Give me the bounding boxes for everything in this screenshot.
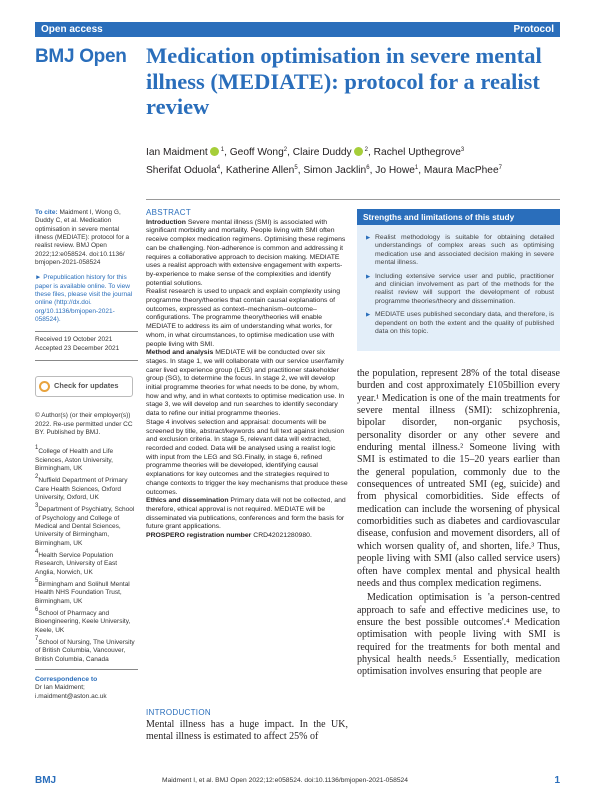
affiliation-item [35,444,138,473]
cite-block [35,209,138,267]
author-name[interactable]: Geoff Wong [229,147,284,158]
sidebar-divider [35,331,138,332]
introduction-section [146,708,348,743]
affiliation-number: 7 [35,636,39,643]
body-paragraph: the population, represent 28% of the total disease burden and cost approximately £105billion every year.¹ Medication is one of the main treatments for severe mental illness (SMI): schizophrenia, bipolar disorder, non-organic psychosis, personality disorder or any other severe and enduring mental illness.² Someone living with SMI is estimated to die 15–20 years earlier than the general population, commonly due to the consequences of untreated SMI (eg, suicide) and from physical comorbidities. Side effects of medication can include the worsening of physical comorbidities such as diabetes and cardiovascular disease, confusion and movement disorders, all of which worsen quality of, and shorten, life.³ Thus, people living with SMI (also called service users) often have complex mental and physical health needs and thus complex medication regimens. [357,368,560,589]
abstract-prospero-text: CRD42021280980. [251,532,312,540]
correspondence-email[interactable]: i.maidment@aston.ac.uk [35,692,107,700]
affiliation-marker: 1 [414,164,419,171]
strengths-list [357,225,560,336]
orcid-icon[interactable] [354,147,363,156]
affiliation-item [35,635,138,664]
author-line-1: Ian Maidment $^1$, Geoff Wong$^2$, Claire Duddy $^2$, Rachel Upthegrove$^3$ [146,147,465,158]
refresh-icon [39,381,50,392]
affiliation-marker: 5 [294,164,298,171]
abstract-prospero [146,532,348,541]
orcid-icon[interactable] [210,147,219,156]
abstract [146,209,348,541]
affiliation-number: 6 [35,607,39,614]
affiliation-item [35,606,138,635]
author-name[interactable]: Katherine Allen [225,164,295,176]
affiliation-text: Birmingham and Solihull Mental Health NHS Foundation Trust, Birmingham, UK [35,581,130,605]
abstract-methods-text: MEDIATE will be conducted over six stages. In stage 1, we will collaborate with our service user/family carer lived experience group (LEG) and practitioner stakeholder group (SG), to determine the focus. In stage 2, we will develop initial programme theories for what needs to be done, by whom, how and why, and in what contexts to optimise medication use. In stage 3, we will develop and run searches to identify secondary data to refine our initial programme theories. [146,349,345,418]
affiliation-number: 1 [35,445,39,452]
affiliation-text: Nuffield Department of Primary Care Health Sciences, Oxford University, Oxford, UK [35,477,128,501]
affiliation-text: School of Pharmacy and Bioengineering, Keele University, Keele, UK [35,610,131,634]
abstract-ethics [146,497,348,532]
open-access-label: Open access [41,24,103,35]
journal-logo: BMJ Open [35,46,127,67]
article-title: Medication optimisation in severe mental illness (MEDIATE): protocol for a realist review [146,43,542,119]
author-name[interactable]: Claire Duddy [292,147,352,158]
author-name[interactable]: Ian Maidment [146,147,208,158]
affiliation-text: College of Health and Life Sciences, Aston University, Birmingham, UK [35,448,114,472]
affiliation-marker: 2 [364,147,368,153]
affiliation-marker: 2 [283,147,288,153]
page-number: 1 [554,775,560,786]
author-name[interactable]: Jo Howe [375,164,415,176]
copyright-note: © Author(s) (or their employer(s)) 2022. Re-use permitted under CC BY. Published by BMJ. [35,412,133,436]
abstract-introduction [146,219,348,289]
affiliation-marker: 4 [216,164,221,171]
abstract-intro-text: Severe mental illness (SMI) is associated with significant morbidity and mortality. People living with SMI often receive complex medication regimens. Optimising these regimens can be challenging. Non-adherence is common and addressing it requires a collaborative approach to decision making. MEDIATE uses a realist approach with extensive engagement with experts-by-experience to make sense of the complexities and identify potential solutions. [146,218,346,287]
abstract-heading: ABSTRACT [146,208,192,217]
list-item: ▶ Including extensive service user and public, practitioner and clinician involvement as part of the methods for the realist review will support the development of robust programme theories/theory and dissemination. [366,273,554,307]
page-footer [35,775,560,794]
check-for-updates-label: Check for updates [54,381,119,391]
author-name[interactable]: Maura MacPhee [423,164,499,176]
sidebar-divider [35,360,138,361]
author-line-2: Sherifat Oduola$^4$, Katherine Allen$^5$, Simon Jacklin$^6$, Jo Howe$^1$, Maura MacPhee$^7$ [146,164,502,176]
abstract-ethics-text: Primary data will not be collected, and therefore, ethical approval is not required. MEDIATE will be disseminated via publications, conferences and form the basis for future grant applications. [146,497,346,531]
received-date: Received 19 October 2021 [35,336,113,344]
affiliation-item [35,548,138,577]
abstract-methods [146,349,348,419]
affiliation-item [35,502,138,548]
top-banner [35,22,560,37]
list-item: ▶ MEDIATE uses published secondary data, and therefore, is dependent on both the extent and the quality of published data on this topic. [366,311,554,336]
accepted-date: Accepted 23 December 2021 [35,344,120,352]
abstract-methods-label: Method and analysis [146,349,214,357]
author-list [146,143,566,178]
correspondence-label: Correspondence to [35,676,98,684]
affiliation-item [35,577,138,606]
strengths-heading: Strengths and limitations of this study [357,209,560,225]
strengths-box [357,209,560,351]
abstract-methods-text-2: Stage 4 involves selection and appraisal: documents will be screened by title, abstract/keywords and full text against inclusion and exclusion criteria. In stage 5, relevant data will extracted, recorded and coded. Data will be analysed using a realist logic with input from the LEG and SG.Finally, in stage 6, refined programme theories will be developed, identifying causal explanations for key outcomes and the strategies required to change contexts to trigger the key mechanisms that produce these outcomes. [146,418,348,496]
affiliation-number: 2 [35,474,39,481]
affiliation-text: School of Nursing, The University of British Columbia, Vancouver, British Columbia, Canada [35,639,135,663]
abstract-ethics-label: Ethics and dissemination [146,497,229,505]
affiliation-marker: 7 [498,164,502,171]
article-type-label: Protocol [513,24,554,35]
sidebar-divider [35,669,138,670]
author-name[interactable]: Rachel Upthegrove [373,147,461,158]
abstract-prospero-label: PROSPERO registration number [146,532,252,540]
body-column-right [357,368,560,679]
abstract-intro-label: Introduction [146,218,186,226]
affiliation-number: 4 [35,548,39,555]
introduction-heading: INTRODUCTION [146,708,211,717]
cite-label: To cite: [35,209,58,216]
affiliation-text: Health Service Population Research, University of East Anglia, Norwich, UK [35,551,118,576]
affiliation-marker: 1 [220,147,225,153]
affiliations [35,444,138,664]
divider [146,199,560,200]
affiliation-marker: 3 [460,147,465,153]
affiliation-item [35,473,138,502]
check-for-updates-button[interactable] [35,376,133,397]
author-name[interactable]: Simon Jacklin [303,164,367,176]
affiliation-text: Department of Psychiatry, School of Psychology and College of Medical and Dental Sciences, University of Birmingham, Birmingham, UK [35,506,135,547]
body-paragraph: Medication optimisation is 'a person-centred approach to safe and effective medicines use, to ensure the best possible outcomes'.⁴ Medication optimisation with people living with SMI is required for the treatments for both mental and physical health needs.⁵ Essentially, medication optimisation involves ensuring that people are [357,592,560,678]
abstract-intro-text-2: Realist research is used to unpack and explain complexity using programme theory/theories that contain causal explanations of outcomes, expressed as context–mechanism–outcome–configurations. The programme theory/theories will enable MEDIATE to address its aim of understanding what works, for whom, in what circumstances, to optimise medication use with people living with SMI. [146,288,341,348]
bmj-logo: BMJ [35,775,57,786]
list-item: ▶ Realist methodology is suitable for obtaining detailed understandings of complex areas such as optimising medication use and associated decision making in severe mental illness. [366,234,554,268]
sidebar [35,209,138,701]
affiliation-number: 3 [35,503,39,510]
author-name[interactable]: Sherifat Oduola [146,164,217,176]
correspondence-name: Dr Ian Maidment; [35,684,85,692]
cite-text: Maidment I, Wong G, Duddy C, et al. Medication optimisation in severe mental illness (MEDIATE): protocol for a realist review. BMJ Open 2022;12:e058524. doi:10.1136/ bmjopen-2021-058524 [35,209,130,267]
affiliation-marker: 6 [366,164,370,171]
affiliation-number: 5 [35,578,39,584]
prepub-note: ► Prepublication history for this paper is available online. To view these files, please visit the journal online (http://dx.doi. org/10.1136/bmjopen-2021- 058524). [35,274,133,324]
footer-citation: Maidment I, et al. BMJ Open 2022;12:e058524. doi:10.1136/bmjopen-2021-058524 [162,777,408,784]
introduction-text: Mental illness has a huge impact. In the UK, mental illness is estimated to affect 25% of [146,719,348,743]
